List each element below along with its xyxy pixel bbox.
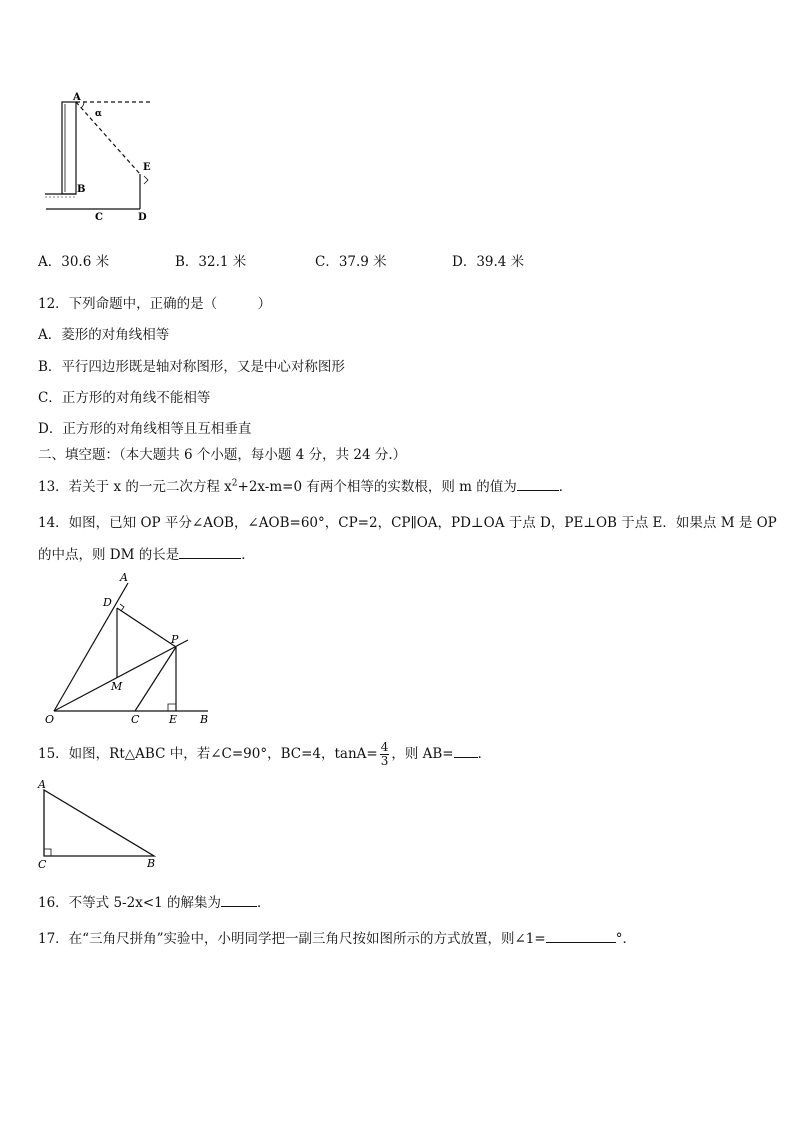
q12-option-a: A．菱形的对角线相等 [38,327,170,343]
q12-option-b: B．平行四边形既是轴对称图形，又是中心对称图形 [38,359,345,375]
q17-answer-blank[interactable] [546,930,616,943]
q13-answer-blank[interactable] [517,478,559,491]
q15-post: ，则 AB= [391,746,454,762]
q17-post: °． [615,931,636,947]
q14-label-m: M [111,680,123,693]
building [62,102,76,194]
q15-figure [36,778,166,870]
label-alpha: α [95,109,102,119]
q14-label-d: D [103,596,112,609]
q14-figure [40,570,220,730]
q11-option-d: D．39.4 米 [452,254,525,270]
q12-stem: 12．下列命题中，正确的是（ ） [38,296,272,312]
q11-option-b: B．32.1 米 [175,254,247,270]
q14-line2-post: ． [241,547,255,563]
q14-label-p: P [171,633,179,646]
q13-mid: +2x-m=0 有两个相等的实数根，则 m 的值为 [237,479,517,495]
sightline-ae [76,102,140,174]
q15-label-a: A [38,778,46,791]
q14-label-c: C [131,713,140,726]
q11-option-a: A．30.6 米 [38,254,110,270]
q17 [38,927,636,947]
q13-post: ． [558,479,573,495]
q17-pre: 17．在“三角尺拼角”实验中，小明同学把一副三角尺按如图所示的方式放置，则∠1= [38,931,546,947]
section-heading: 二、填空题：（本大题共 6 个小题，每小题 4 分，共 24 分.） [38,447,407,463]
q14-label-b: B [200,713,209,726]
q14-label-e: E [169,713,178,726]
q15 [38,740,491,768]
q11-option-c: C．37.9 米 [315,254,387,270]
label-c: C [95,212,103,223]
label-a: A [73,92,81,103]
q13 [38,475,572,495]
q14-line2 [38,543,255,563]
q15-end: ． [477,746,492,762]
q14-answer-blank[interactable] [179,546,241,559]
q14-label-o: O [45,713,55,726]
q15-answer-blank[interactable] [454,745,478,758]
q15-label-c: C [38,858,47,871]
q16 [38,891,271,911]
q13-pre: 13．若关于 x 的一元二次方程 x [38,479,232,495]
q11-figure [40,90,170,230]
q15-pre: 15．如图，Rt△ABC 中，若∠C=90°，BC=4，tanA= [38,746,378,762]
q15-frac-num: 4 [380,740,389,754]
q14-label-a: A [120,571,128,584]
q15-fraction [380,741,390,768]
label-b: B [77,184,86,195]
label-d: D [138,212,147,223]
label-e: E [143,162,151,173]
q16-post: ． [257,895,271,911]
q13-sup: 2 [231,478,238,489]
triangle-abc [44,790,154,856]
q15-frac-den: 3 [380,754,389,768]
q14-line1: 14．如图，已知 OP 平分∠AOB，∠AOB=60°，CP=2，CP∥OA，PD⊥OA 于点 D，PE⊥OB 于点 E．如果点 M 是 OP [38,515,777,531]
q16-answer-blank[interactable] [221,894,257,907]
q12-option-d: D．正方形的对角线相等且互相垂直 [38,421,252,437]
q12-option-c: C．正方形的对角线不能相等 [38,390,211,406]
q16-pre: 16．不等式 5-2x<1 的解集为 [38,895,222,911]
q15-label-b: B [147,857,156,870]
q14-line2-pre: 的中点，则 DM 的长是 [38,547,180,563]
